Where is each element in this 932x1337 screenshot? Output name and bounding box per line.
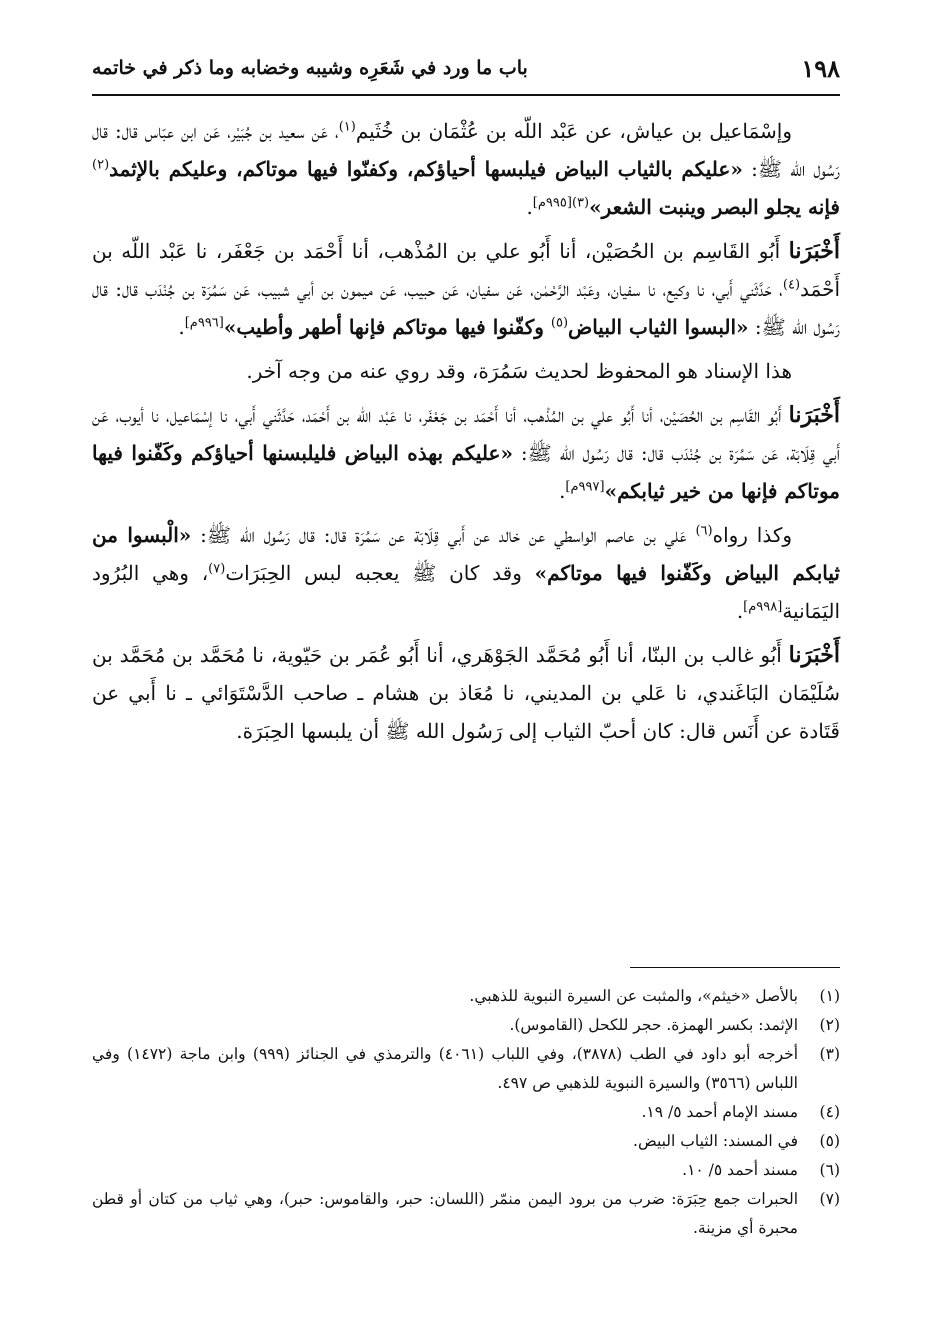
paragraph-text: أَبُو القَاسِم بن الحُصَيْن، أنا أَبُو علي بن المُذْهب، أنا أَحْمَد بن جَعْفَر، نا عَبْد اللّه بن أَحْمَد <box>92 239 840 301</box>
paragraph-2 <box>92 232 840 346</box>
paragraph-end: . <box>526 195 533 219</box>
footnote-number: (٣) <box>819 1045 840 1063</box>
paragraph-text: ، عَن سعيد بن جُبَيْر، عَن ابن عبّاس قال: قال رَسُول الله ﷺ: <box>92 119 841 181</box>
footnote-marker[interactable]: (٤) <box>782 277 801 293</box>
reference-number: [٩٩٦م] <box>184 315 224 331</box>
akhbarana-keyword: أَخْبَرَنا <box>788 642 840 668</box>
hadith-text: «الْبسوا من ثيابكم البياض وكَفّنوا فيها موتاكم» <box>92 523 840 585</box>
footnote-item <box>92 1185 840 1243</box>
footnote-number: (١) <box>819 987 840 1005</box>
footnote-marker[interactable]: (١) <box>338 119 356 135</box>
page-number: ١٩٨ <box>801 53 840 83</box>
hadith-text: «البسوا الثياب البياض <box>568 315 749 339</box>
paragraph-end: . <box>559 479 566 503</box>
footnote-text: الحبرات جمع حِبَرَة: ضرب من برود اليمن منمّر (اللسان: حبر، والقاموس: حبر)، وهي ثياب من كتان أو قطن محبرة أي مزينة. <box>92 1190 798 1237</box>
paragraph-1 <box>92 112 840 226</box>
footnote-marker[interactable]: (٦) <box>695 523 713 539</box>
paragraph-5 <box>92 516 840 630</box>
footnote-text: بالأصل «خيثم»، والمثبت عن السيرة النبوية للذهبي. <box>469 987 798 1005</box>
hadith-text: «عليكم بهذه البياض فليلبسنها أحياؤكم وكَفّنوا فيها موتاكم فإنها من خير ثيابكم» <box>92 441 840 503</box>
footnote-number: (٥) <box>819 1132 840 1150</box>
reference-number: [٩٩٨م] <box>743 599 783 615</box>
footnotes <box>92 982 840 1243</box>
paragraph-text: وإسْمَاعيل بن عياش، عن عَبْد اللّه بن عُثْمَان بن خُثَيم <box>355 119 792 143</box>
footnote-marker[interactable]: (٧) <box>208 561 226 577</box>
header-rule <box>92 94 840 96</box>
paragraph-text: ، حَدَّثَني أَبي، نا وكيع، نا سفيان، وعَبْد الرَّحْمٰن، عَن سفيان، عَن حبيب، عَن ميمون بن أبي شبيب، عَن سَمُرَة بن جُنْدَب قال: قال رَسُول الله ﷺ: <box>92 277 840 339</box>
footnote-item <box>92 1011 840 1040</box>
footnote-text: أخرجه أبو داود في الطب (٣٨٧٨)، وفي اللباب (٤٠٦١) والترمذي في الجنائز (٩٩٩) وابن ماجة (١٤٧٢) وفي اللباس (٣٥٦٦) والسيرة النبوية للذهبي ص ٤٩٧. <box>92 1045 799 1092</box>
footnote-number: (٤) <box>819 1103 840 1121</box>
paragraph-3 <box>92 352 840 390</box>
footnote-text: مسند أحمد ٥/ ١٠. <box>682 1161 798 1179</box>
paragraph-text: عَلي بن عاصم الواسطي عن خالد عن أَبي قِلَابَة عن سَمُرَة قال: قال رَسُول الله ﷺ: <box>191 523 696 547</box>
footnote-marker[interactable]: (٥) <box>550 315 569 331</box>
akhbarana-keyword: أَخْبَرَنا <box>788 238 840 264</box>
footnote-text: في المسند: الثياب البيض. <box>633 1132 798 1150</box>
hadith-text: وكفّنوا فيها موتاكم فإنها أطهر وأطيب» <box>223 315 551 339</box>
footnote-item <box>92 1127 840 1156</box>
footnote-item <box>92 1156 840 1185</box>
footnote-marker[interactable]: (٢) <box>92 157 110 173</box>
footnote-text: الإثمد: بكسر الهمزة. حجر للكحل (القاموس). <box>509 1016 798 1034</box>
paragraph-6 <box>92 636 840 750</box>
paragraph-text: وقد كان ﷺ يعجبه لبس الحِبَرَات <box>225 561 535 585</box>
reference-number: [٩٩٥م] <box>532 195 572 211</box>
hadith-text: فإنه يجلو البصر وينبت الشعر» <box>589 195 840 219</box>
paragraph-text: ، وهي البُرُود اليَمَانية <box>92 561 840 623</box>
paragraph-4 <box>92 396 840 510</box>
footnote-number: (٧) <box>819 1190 840 1208</box>
footnote-number: (٦) <box>819 1161 840 1179</box>
paragraph-end: . <box>178 315 185 339</box>
paragraph-text: وكذا رواه <box>712 523 793 547</box>
footnote-text: مسند الإمام أحمد ٥/ ١٩. <box>641 1103 798 1121</box>
page-header <box>92 48 840 88</box>
akhbarana-keyword: أَخْبَرَنا <box>788 402 840 428</box>
footnote-separator <box>630 967 840 968</box>
paragraph-text: هذا الإسناد هو المحفوظ لحديث سَمُرَة، وقد روي عنه من وجه آخر. <box>246 359 792 383</box>
footnote-item <box>92 982 840 1011</box>
main-text <box>92 112 840 756</box>
hadith-text: «عليكم بالثياب البياض فيلبسها أحياؤكم، وكفنّوا فيها موتاكم، وعليكم بالإثمد <box>109 157 743 181</box>
footnote-item <box>92 1040 840 1098</box>
footnote-item <box>92 1098 840 1127</box>
reference-number: [٩٩٧م] <box>565 479 605 495</box>
paragraph-text: أَبُو القَاسِم بن الحُصَيْن، أنا أَبُو علي بن المُذْهب، أنا أَحْمَد بن جَعْفَر، نا عَبْد اللّه بن أَحْمَد، حَدَّثَني أَبي، نا إسْمَاعيل، نا أيوب، عَن أَبي قِلَابَة، عَن سَمُرَة بن جُنْدَب قال: قال رَسُول الله ﷺ: <box>92 403 840 465</box>
paragraph-text: أَبُو غالب بن البنّا، أنا أَبُو مُحَمَّد الجَوْهَري، أنا أَبُو عُمَر بن حَيّوية، نا مُحَمَّد بن مُحَمَّد بن سُلَيْمَان البَاغَندي، نا عَلي بن المديني، نا مُعَاذ بن هشام ـ صاحب الدَّسْتَوَائي ـ نا أَبي عن قَتَادة عن أَنَس قال: كان أحبّ الثياب إلى رَسُول الله ﷺ أن يلبسها الحِبَرَة. <box>92 643 840 743</box>
footnote-number: (٢) <box>819 1016 840 1034</box>
footnote-marker[interactable]: (٣) <box>571 195 590 211</box>
paragraph-end: . <box>736 599 744 623</box>
running-title: باب ما ورد في شَعَرِه وشيبه وخضابه وما ذكر في خاتمه <box>92 57 528 79</box>
